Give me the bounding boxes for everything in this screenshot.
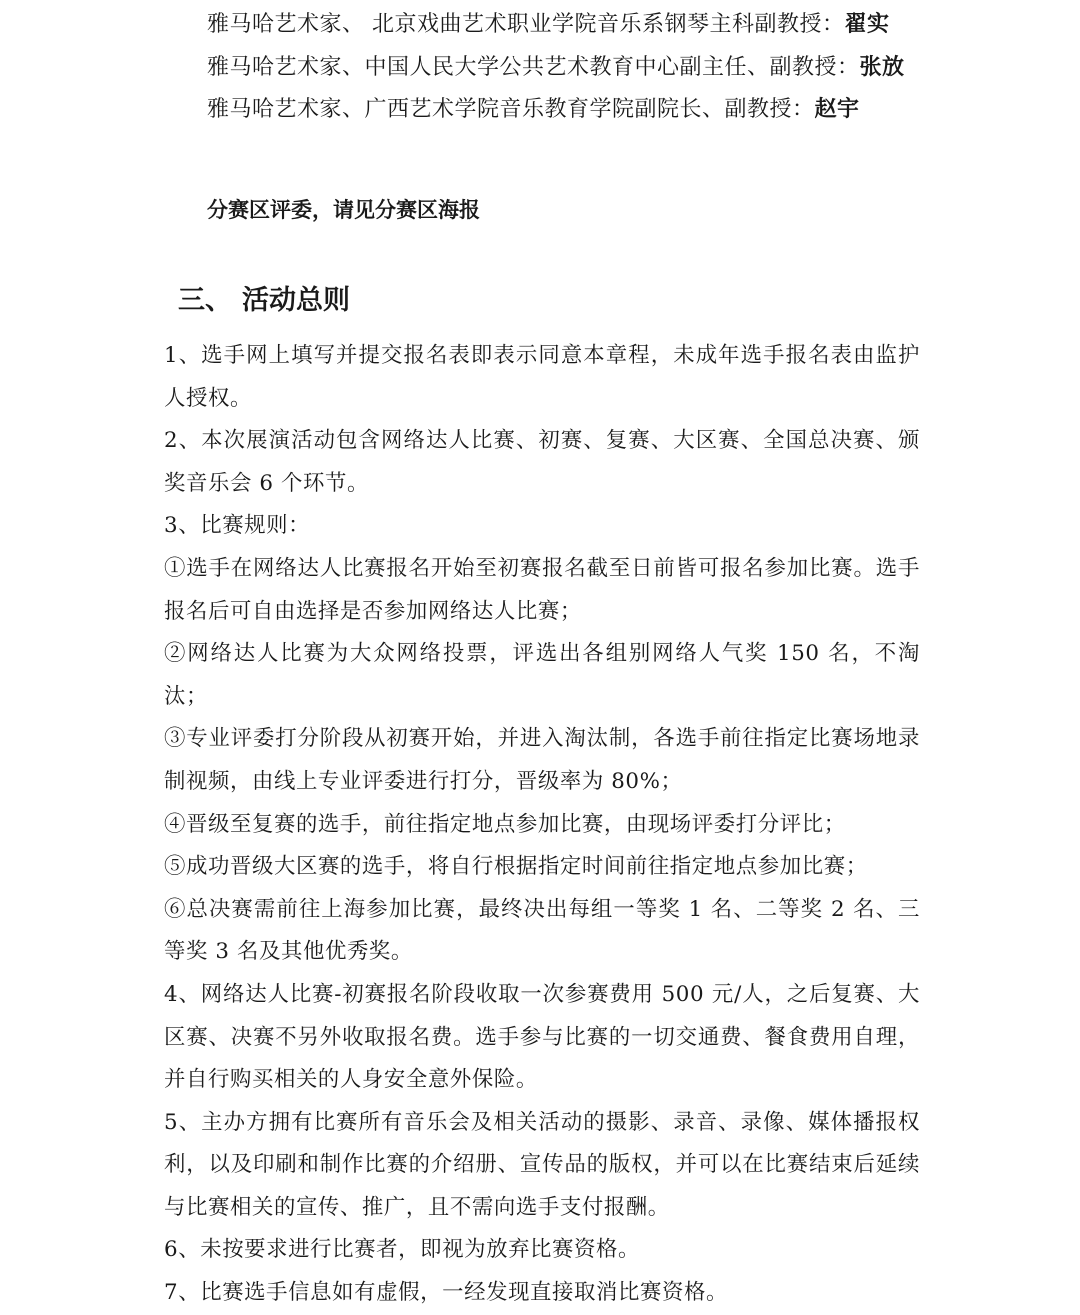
rule-item: 4、网络达人比赛-初赛报名阶段收取一次参赛费用 500 元/人，之后复赛、大区赛、决赛不另外收取报名费。选手参与比赛的一切交通费、餐食费用自理，并自行购买相关的人身安全意外保险。 [164, 981, 920, 1093]
rule-item: 3、比赛规则： [164, 513, 311, 539]
rule-item: 6、未按要求进行比赛者，即视为放弃比赛资格。 [164, 1237, 641, 1263]
judge-name: 赵宇 [814, 97, 860, 122]
judge-title: 雅马哈艺术家、广西艺术学院音乐教育学院副院长、副教授： [207, 97, 815, 122]
judge-name: 翟实 [844, 12, 890, 37]
judge-line [207, 11, 890, 39]
rule-item: ④晋级至复赛的选手，前往指定地点参加比赛，由现场评委打分评比； [164, 811, 846, 837]
rule-item: ③专业评委打分阶段从初赛开始，并进入淘汰制，各选手前往指定比赛场地录制视频，由线上专业评委进行打分，晋级率为 80%； [164, 726, 920, 794]
rule-item: ⑥总决赛需前往上海参加比赛，最终决出每组一等奖 1 名、二等奖 2 名、三等奖 3 名及其他优秀奖。 [164, 896, 920, 965]
rule-item: ①选手在网络达人比赛报名开始至初赛报名截至日前皆可报名参加比赛。选手报名后可自由选择是否参加网络达人比赛； [164, 555, 920, 624]
rule-item: 2、本次展演活动包含网络达人比赛、初赛、复赛、大区赛、全国总决赛、颁奖音乐会 6 个环节。 [164, 428, 920, 496]
judge-name: 张放 [859, 55, 905, 80]
rule-item: 5、主办方拥有比赛所有音乐会及相关活动的摄影、录音、录像、媒体播报权利，以及印刷和制作比赛的介绍册、宣传品的版权，并可以在比赛结束后延续与比赛相关的宣传、推广，且不需向选手支付报酬。 [164, 1109, 920, 1220]
rule-item: 7、比赛选手信息如有虚假，一经发现直接取消比赛资格。 [164, 1280, 728, 1306]
section-title: 活动总则 [242, 285, 350, 316]
section-number: 三、 [178, 285, 232, 316]
regional-judges-note: 分赛区评委，请见分赛区海报 [207, 198, 480, 222]
judge-line [207, 54, 905, 82]
rules-list [164, 335, 920, 1315]
rule-item: ⑤成功晋级大区赛的选手，将自行根据指定时间前往指定地点参加比赛； [164, 854, 868, 880]
judge-line [207, 96, 860, 124]
rule-item: 1、选手网上填写并提交报名表即表示同意本章程，未成年选手报名表由监护人授权。 [164, 343, 920, 411]
judge-title: 雅马哈艺术家、中国人民大学公共艺术教育中心副主任、副教授： [207, 55, 860, 80]
section-heading [178, 284, 350, 318]
rule-item: ②网络达人比赛为大众网络投票，评选出各组别网络人气奖 150 名，不淘汰； [164, 641, 920, 709]
judge-title: 雅马哈艺术家、 北京戏曲艺术职业学院音乐系钢琴主科副教授： [207, 12, 845, 37]
